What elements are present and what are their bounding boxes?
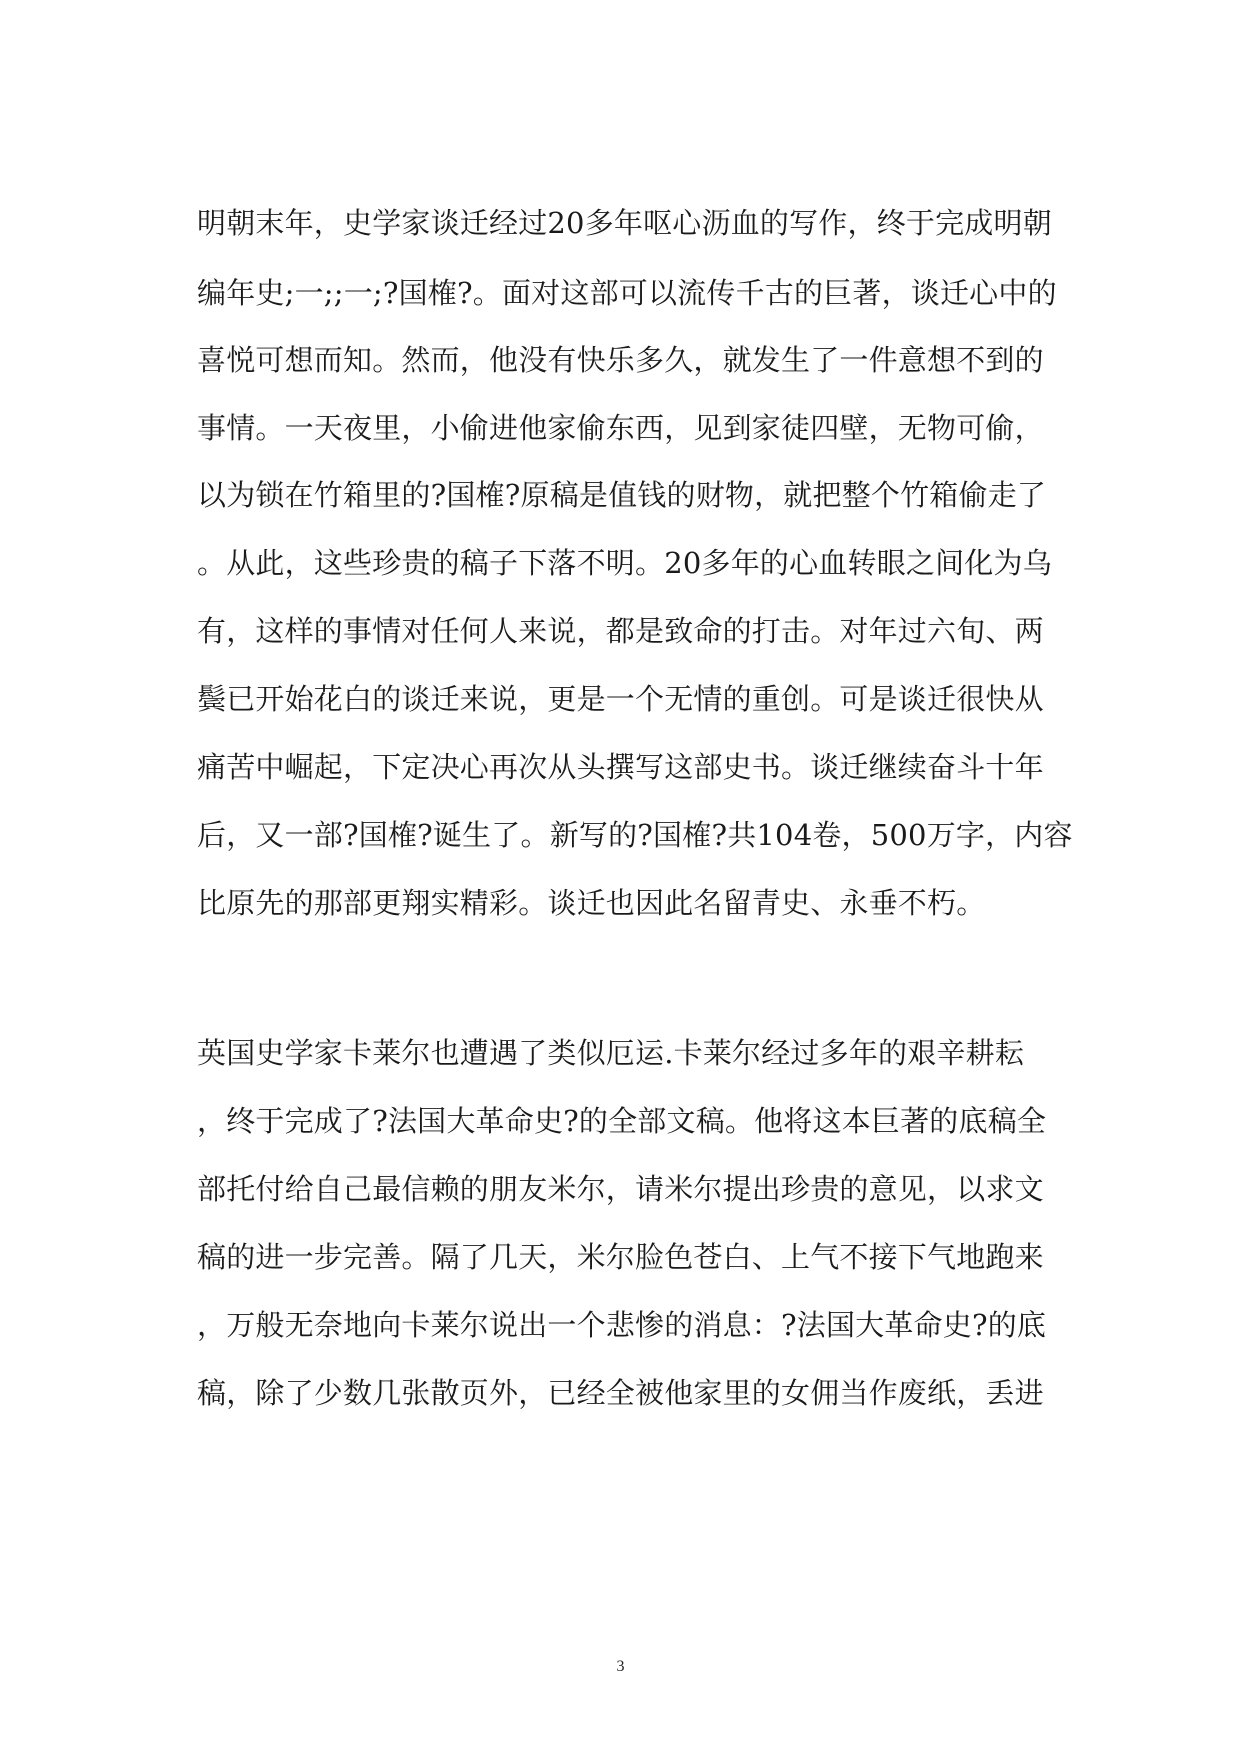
text-line: 。从此，这些珍贵的稿子下落不明。20多年的心血转眼之间化为乌 — [197, 546, 1052, 580]
text-line: 事情。一天夜里，小偷进他家偷东西，见到家徒四壁，无物可偷， — [197, 411, 1044, 445]
text-line: 后，又一部?国榷?诞生了。新写的?国榷?共104卷，500万字，内容 — [197, 818, 1073, 852]
text-line: 部托付给自己最信赖的朋友米尔，请米尔提出珍贵的意见，以求文 — [197, 1172, 1044, 1206]
text-line: 稿，除了少数几张散页外，已经全被他家里的女佣当作废纸，丢进 — [197, 1376, 1044, 1410]
text-line: 喜悦可想而知。然而，他没有快乐多久，就发生了一件意想不到的 — [197, 343, 1044, 377]
text-line: ，终于完成了?法国大革命史?的全部文稿。他将这本巨著的底稿全 — [197, 1104, 1047, 1138]
text-line: 鬓已开始花白的谈迁来说，更是一个无情的重创。可是谈迁很快从 — [197, 682, 1044, 716]
text-line: ，万般无奈地向卡莱尔说出一个悲惨的消息：?法国大革命史?的底 — [197, 1308, 1047, 1342]
text-line: 以为锁在竹箱里的?国榷?原稿是值钱的财物，就把整个竹箱偷走了 — [197, 478, 1047, 512]
text-line: 有，这样的事情对任何人来说，都是致命的打击。对年过六旬、两 — [197, 614, 1044, 648]
text-line: 稿的进一步完善。隔了几天，米尔脸色苍白、上气不接下气地跑来 — [197, 1240, 1044, 1274]
text-line: 英国史学家卡莱尔也遭遇了类似厄运.卡莱尔经过多年的艰辛耕耘 — [197, 1036, 1025, 1070]
text-line: 痛苦中崛起，下定决心再次从头撰写这部史书。谈迁继续奋斗十年 — [197, 750, 1044, 784]
text-line: 比原先的那部更翔实精彩。谈迁也因此名留青史、永垂不朽。 — [197, 886, 986, 920]
text-line: 明朝末年，史学家谈迁经过20多年呕心沥血的写作，终于完成明朝 — [197, 206, 1052, 240]
page-number: 3 — [616, 1658, 625, 1675]
text-line: 编年史;一;;一;?国榷?。面对这部可以流传千古的巨著，谈迁心中的 — [197, 276, 1057, 310]
